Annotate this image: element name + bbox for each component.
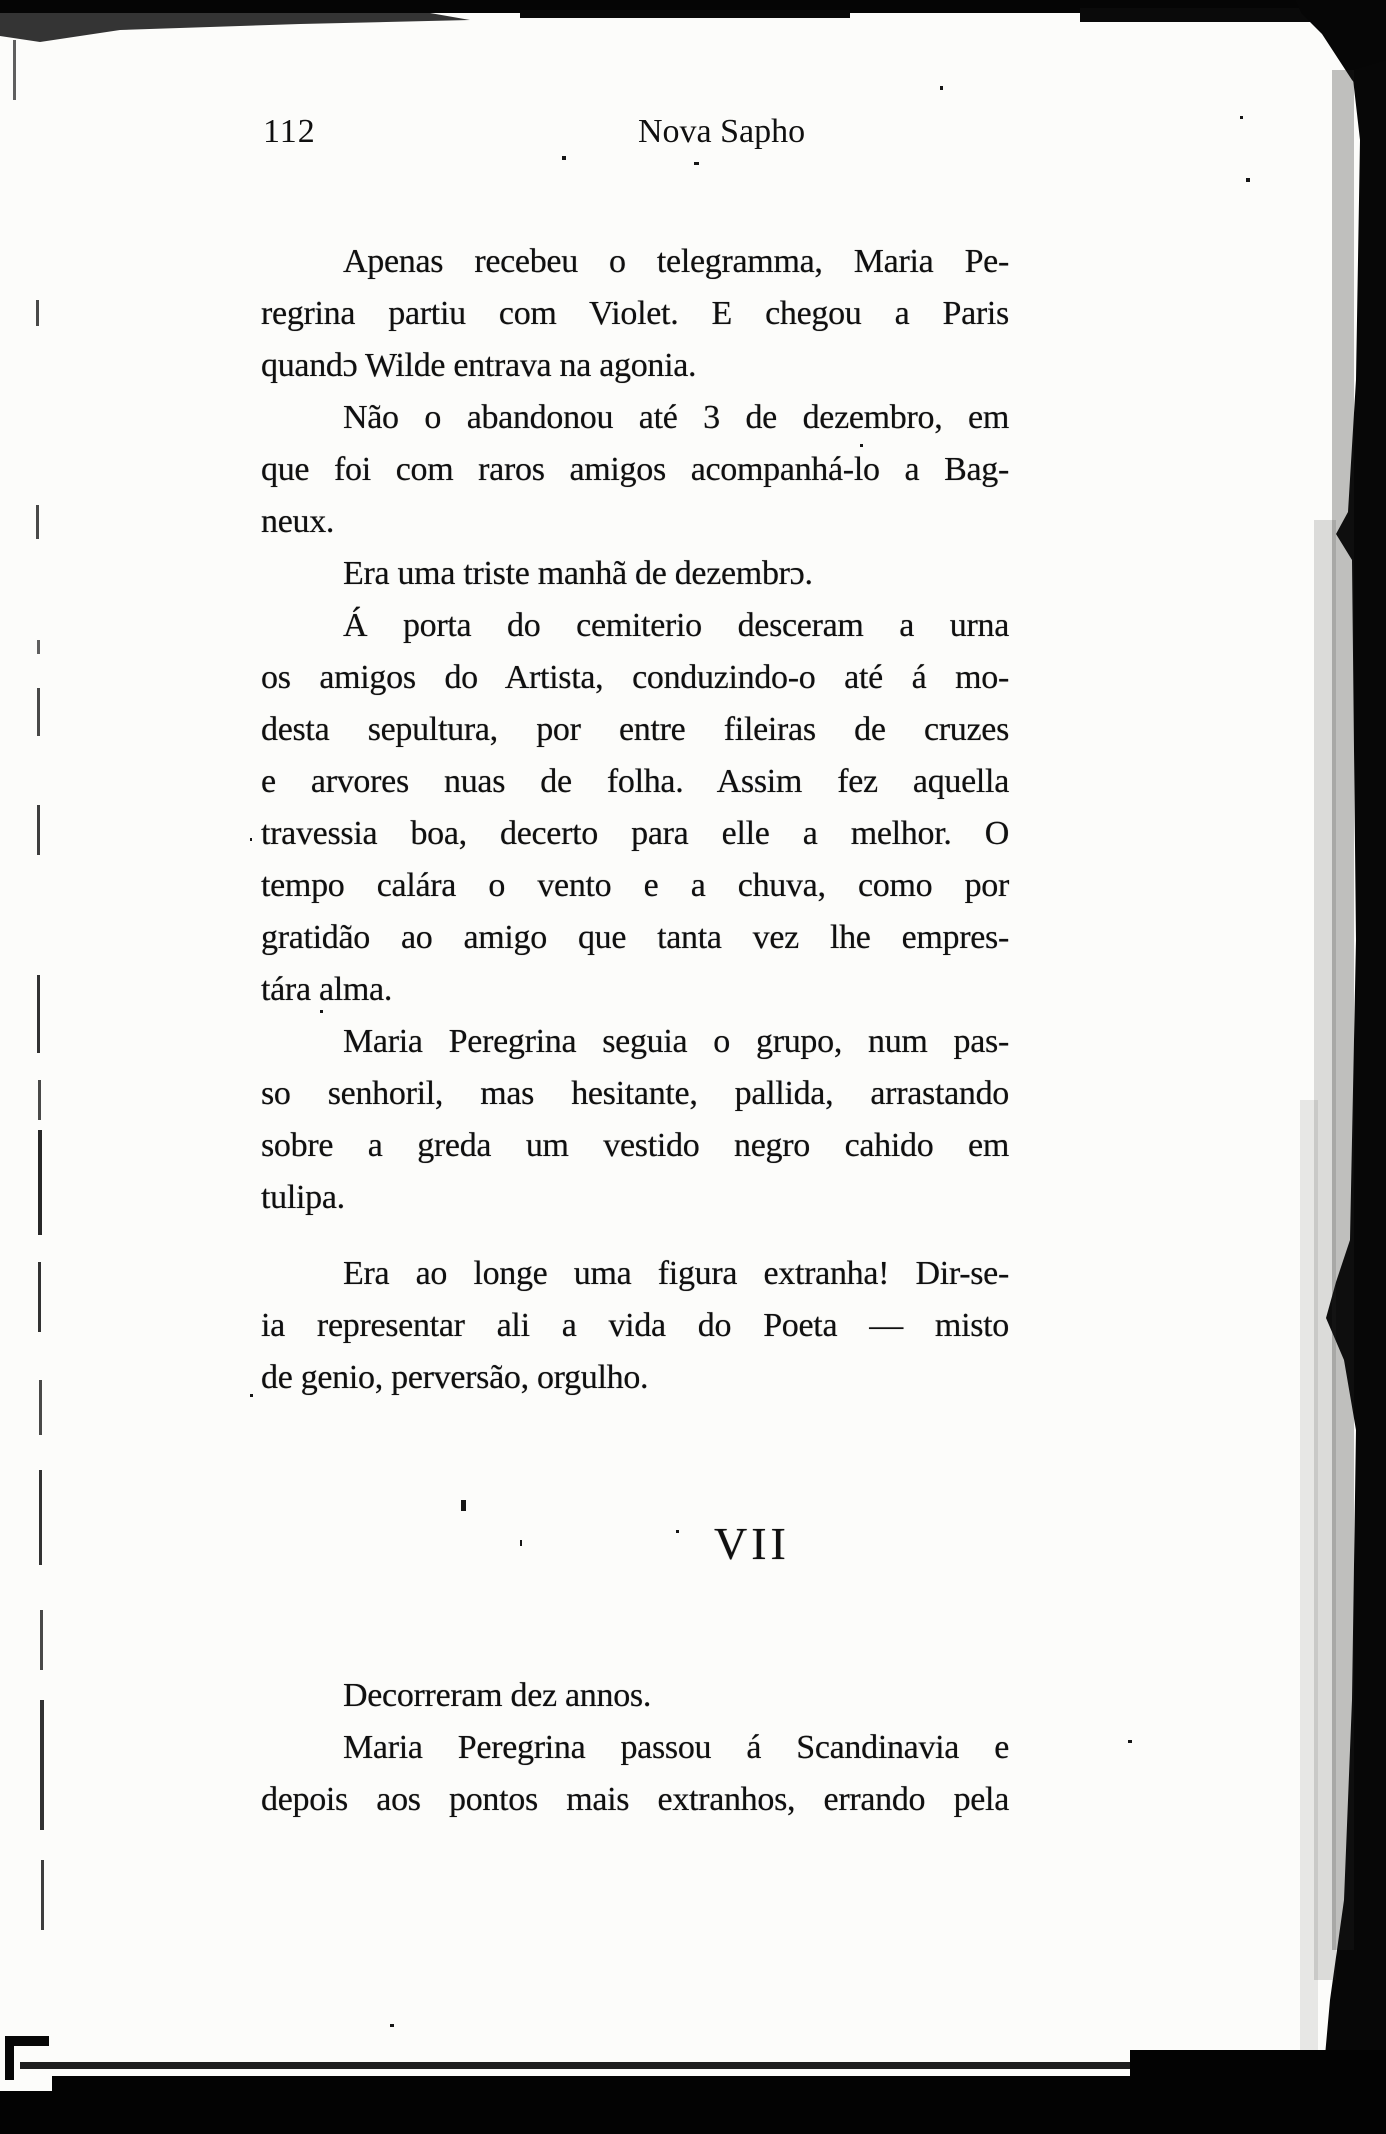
- page-number: 112: [263, 113, 316, 150]
- section-heading: VII: [714, 1518, 790, 1569]
- body-text-after-heading: [261, 1670, 1009, 1826]
- text-line: os amigos do Artista, conduzindo-o até á mo-: [261, 659, 1009, 696]
- text-line: regrina partiu com Violet. E chegou a Paris: [261, 295, 1009, 332]
- text-line: quandɔ Wilde entrava na agonia.: [261, 347, 697, 384]
- text-line: travessia boa, decerto para elle a melhor. O: [261, 815, 1009, 852]
- text-line: que foi com raros amigos acompanhá-lo a Bag-: [261, 451, 1009, 488]
- text-line: ia representar ali a vida do Poeta — misto: [261, 1307, 1009, 1344]
- text-line: Era ao longe uma figura extranha! Dir-se-: [343, 1255, 1009, 1292]
- text-line: neux.: [261, 503, 335, 540]
- body-text: [261, 236, 1009, 1404]
- text-line: Maria Peregrina seguia o grupo, num pas-: [343, 1023, 1009, 1060]
- text-line: desta sepultura, por entre fileiras de cruzes: [261, 711, 1009, 748]
- text-line: de genio, perversão, orgulho.: [261, 1359, 649, 1396]
- text-line: Era uma triste manhã de dezembrɔ.: [343, 555, 813, 592]
- text-line: Apenas recebeu o telegramma, Maria Pe-: [343, 243, 1009, 280]
- text-line: e arvores nuas de folha. Assim fez aquella: [261, 763, 1009, 800]
- text-line: so senhoril, mas hesitante, pallida, arrastando: [261, 1075, 1009, 1112]
- page-header: [0, 106, 1386, 158]
- text-line: sobre a greda um vestido negro cahido em: [261, 1127, 1009, 1164]
- text-line: gratidão ao amigo que tanta vez lhe empres-: [261, 919, 1009, 956]
- text-line: Não o abandonou até 3 de dezembro, em: [343, 399, 1009, 436]
- text-line: tulipa.: [261, 1179, 345, 1216]
- text-line: tára alma.: [261, 971, 393, 1008]
- running-title: Nova Sapho: [638, 113, 806, 150]
- text-line: Maria Peregrina passou á Scandinavia e: [343, 1729, 1009, 1766]
- text-line: depois aos pontos mais extranhos, errando pela: [261, 1781, 1009, 1818]
- text-line: Decorreram dez annos.: [343, 1677, 652, 1714]
- text-line: tempo calára o vento e a chuva, como por: [261, 867, 1009, 904]
- text-line: Á porta do cemiterio desceram a urna: [343, 607, 1009, 644]
